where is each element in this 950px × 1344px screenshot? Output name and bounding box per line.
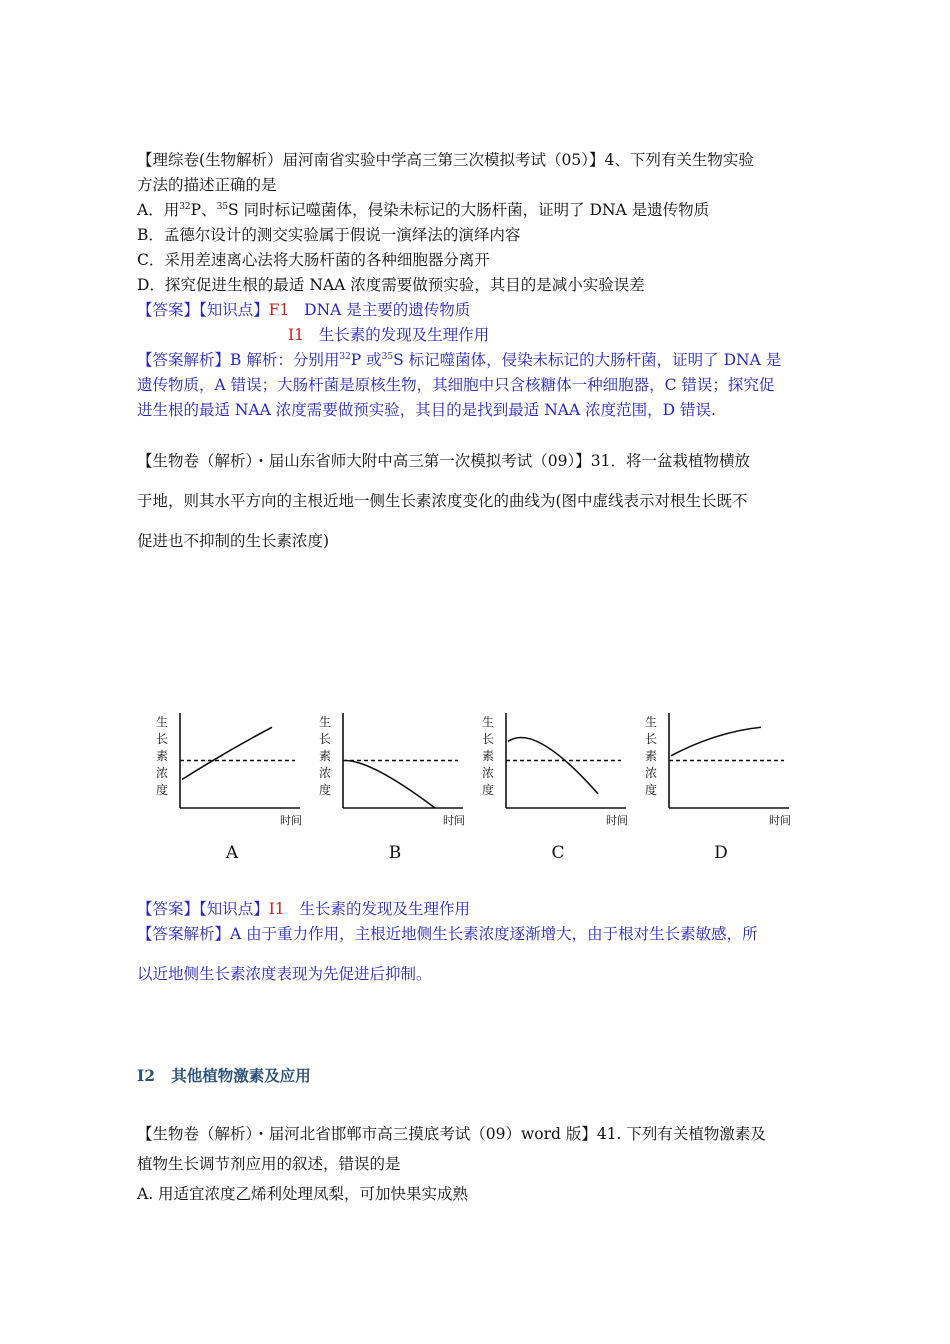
chart-B-ylabel-char: 生	[318, 715, 332, 729]
chart-D-xlabel: 时间	[769, 814, 791, 827]
q3-option-a: A. 用适宜浓度乙烯利处理凤梨，可加快果实成熟	[137, 1185, 469, 1203]
chart-B-ylabel-char: 度	[318, 783, 332, 797]
q1-header-cont: 方法的描述正确的是	[137, 176, 277, 194]
chart-D-ylabel-char: 生	[644, 715, 658, 729]
chart-A-xlabel: 时间	[280, 814, 302, 827]
chart-C-ylabel-char: 长	[481, 732, 495, 746]
q2-answer-line: 【答案】【知识点】I1 生长素的发现及生理作用	[137, 900, 471, 918]
chart-A-ylabel-char: 长	[155, 732, 169, 746]
q1-knowledge-point-2: I1 生长素的发现及生理作用	[288, 326, 490, 344]
q1-analysis-line2: 遗传物质，A 错误；大肠杆菌是原核生物，其细胞中只含核糖体一种细胞器，C 错误；探究促	[137, 376, 775, 394]
chart-B-ylabel-char: 长	[318, 732, 332, 746]
chart-B-ylabel-char: 素	[318, 749, 332, 763]
chart-A-curve	[182, 727, 272, 779]
q1-option-a: A．用$^{32}$P、$^{35}$S 同时标记噬菌体，侵染未标记的大肠杆菌，证明了 DNA 是遗传物质	[137, 201, 710, 219]
chart-D-ylabel-char: 长	[644, 732, 658, 746]
chart-D-ylabel-char: 浓	[644, 766, 658, 780]
chart-A-ylabel-char: 浓	[155, 766, 169, 780]
chart-C-curve	[508, 738, 598, 794]
chart-D-ylabel-char: 素	[644, 749, 658, 763]
section-heading: I2 其他植物激素及应用	[137, 1066, 311, 1085]
chart-D-curve	[671, 727, 761, 756]
q1-option-b: B．孟德尔设计的测交实验属于假说一演绎法的演绎内容	[137, 226, 521, 244]
q1-analysis-line1: 【答案解析】B 解析：分别用$^{32}$P 或$^{35}$S 标记噬菌体，侵染未标记的大肠杆菌，证明了 DNA 是	[137, 351, 782, 369]
q1-analysis-line3: 进生根的最适 NAA 浓度需要做预实验，其目的是找到最适 NAA 浓度范围，D 错误.	[137, 401, 716, 419]
q1-answer-line: 【答案】【知识点】F1 DNA 是主要的遗传物质	[137, 301, 471, 319]
q2-analysis-line1: 【答案解析】A 由于重力作用，主根近地侧生长素浓度逐渐增大，由于根对生长素敏感，所	[137, 925, 758, 943]
chart-C-ylabel-char: 浓	[481, 766, 495, 780]
chart-B-ylabel-char: 浓	[318, 766, 332, 780]
chart-A-ylabel-char: 生	[155, 715, 169, 729]
q2-line2: 于地，则其水平方向的主根近地一侧生长素浓度变化的曲线为(图中虚线表示对根生长既不	[137, 492, 748, 510]
chart-D-panel-label: D	[714, 843, 728, 863]
q1-option-d: D．探究促进生根的最适 NAA 浓度需要做预实验，其目的是减小实验误差	[137, 276, 645, 294]
q1-header: 【理综卷(生物解析）届河南省实验中学高三第三次模拟考试（05）】4、下列有关生物实验	[137, 151, 754, 169]
q3-line1: 【生物卷（解析）・届河北省邯郸市高三摸底考试（09）word 版】41. 下列有关植物激素及	[137, 1125, 766, 1143]
chart-A-ylabel-char: 度	[155, 783, 169, 797]
auxin-charts	[150, 700, 800, 870]
q3-line2: 植物生长调节剂应用的叙述，错误的是	[137, 1155, 401, 1173]
chart-C-ylabel-char: 素	[481, 749, 495, 763]
chart-C-panel-label: C	[551, 843, 565, 863]
q2-analysis-line2: 以近地侧生长素浓度表现为先促进后抑制。	[137, 965, 432, 983]
chart-C-ylabel-char: 生	[481, 715, 495, 729]
q1-option-c: C．采用差速离心法将大肠杆菌的各种细胞器分离开	[137, 251, 490, 269]
chart-B-curve	[345, 761, 435, 809]
chart-B-panel-label: B	[388, 843, 402, 863]
chart-B-xlabel: 时间	[443, 814, 465, 827]
chart-C-xlabel: 时间	[606, 814, 628, 827]
chart-D-ylabel-char: 度	[644, 783, 658, 797]
q2-line1: 【生物卷（解析）・届山东省师大附中高三第一次模拟考试（09）】31．将一盆栽植物横放	[137, 452, 750, 470]
chart-C-ylabel-char: 度	[481, 783, 495, 797]
chart-A-ylabel-char: 素	[155, 749, 169, 763]
q2-line3: 促进也不抑制的生长素浓度)	[137, 532, 330, 550]
chart-A-panel-label: A	[225, 843, 239, 863]
